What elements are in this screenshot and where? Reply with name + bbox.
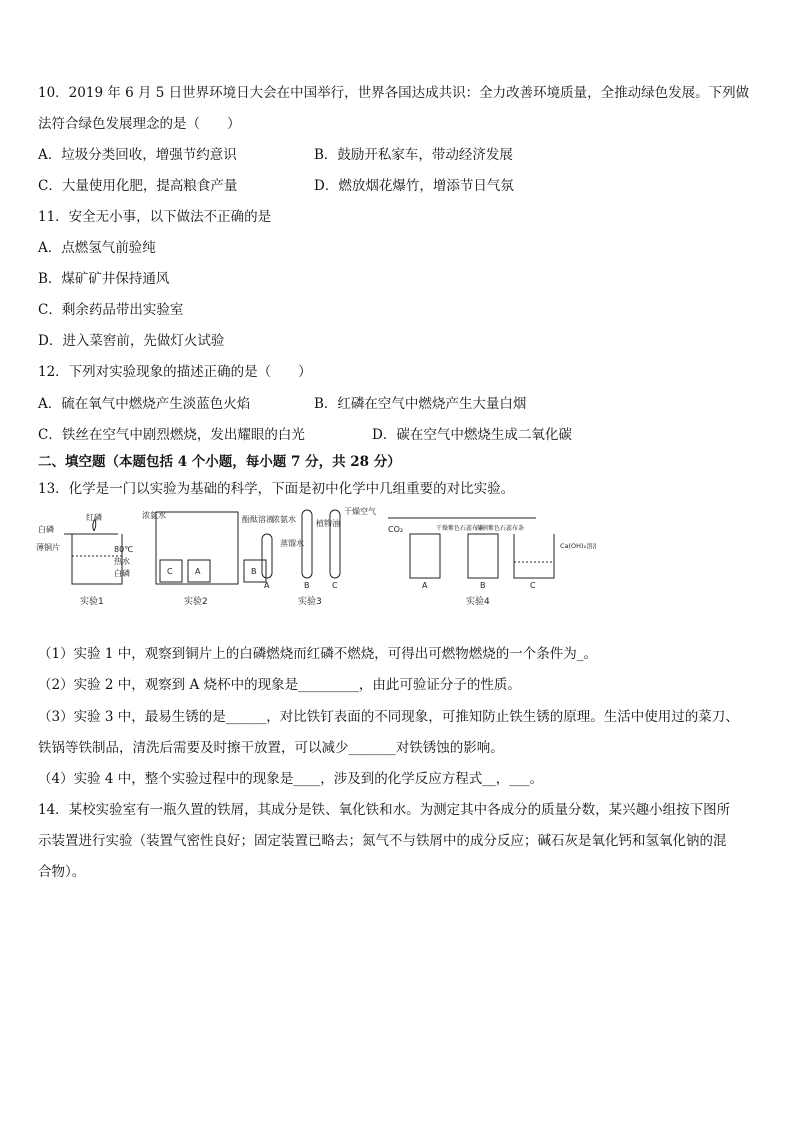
q12-option-b: B．红磷在空气中燃烧产生大量白烟 bbox=[314, 396, 527, 412]
exp3-oil-label: 植物油 bbox=[316, 519, 340, 528]
exp2-phenol-label: 酚酞溶液 bbox=[242, 515, 274, 524]
exp4-beaker-c bbox=[514, 534, 554, 578]
exp1-temp-label: 80℃ bbox=[114, 545, 134, 554]
exp2-label-a: A bbox=[195, 567, 201, 576]
exp4-dry-label: 干燥紫色石蕊布条 bbox=[436, 525, 485, 532]
experiment-figure bbox=[36, 504, 596, 614]
q11-option-d: D．进入菜窖前，先做灯火试验 bbox=[38, 333, 225, 349]
exp4-label-b: B bbox=[480, 581, 486, 590]
exp3-distilled-label: 蒸馏水 bbox=[280, 539, 304, 548]
q10-stem-line2: 法符合绿色发展理念的是（ ） bbox=[38, 116, 241, 132]
exp3-tube-a bbox=[262, 534, 272, 578]
exp1-red-p-label: 红磷 bbox=[86, 513, 102, 522]
exp4-caption: 实验4 bbox=[466, 597, 490, 607]
exp3-label-b: B bbox=[304, 581, 310, 590]
exp2-caption: 实验2 bbox=[184, 597, 208, 607]
q14-line2: 示装置进行实验（装置气密性良好；固定装置已略去；氮气不与铁屑中的成分反应；碱石灰是氧化钙和氢氧化钠的混 bbox=[38, 833, 727, 849]
q10-option-c: C．大量使用化肥，提高粮食产量 bbox=[38, 178, 238, 194]
exp4-co2-label: CO₂ bbox=[388, 525, 404, 534]
exp1-white-p2-label: 白磷 bbox=[114, 569, 130, 578]
q12-stem: 12．下列对实验现象的描述正确的是（ ） bbox=[38, 364, 312, 380]
experiment-4-diagram bbox=[388, 518, 596, 607]
q13-part3-line2: 铁锅等铁制品，清洗后需要及时擦干放置，可以减少_______对铁锈蚀的影响。 bbox=[38, 740, 504, 756]
exp2-label-c: C bbox=[167, 567, 173, 576]
q11-option-a: A．点燃氢气前验纯 bbox=[38, 240, 156, 256]
q11-stem: 11．安全无小事，以下做法不正确的是 bbox=[38, 209, 272, 225]
exp1-caption: 实验1 bbox=[80, 597, 104, 607]
experiment-2-diagram bbox=[142, 510, 296, 607]
q13-part2: （2）实验 2 中，观察到 A 烧杯中的现象是_________，由此可验证分子的性质。 bbox=[38, 677, 521, 693]
q14-line1: 14．某校实验室有一瓶久置的铁屑，其成分是铁、氧化铁和水。为测定其中各成分的质量分数，某兴趣小组按下图所 bbox=[38, 802, 731, 818]
q14-line3: 合物）。 bbox=[38, 864, 86, 880]
exp3-caption: 实验3 bbox=[298, 597, 322, 607]
q13-part4: （4）实验 4 中，整个实验过程中的现象是____，涉及到的化学反应方程式__，___。 bbox=[38, 771, 544, 787]
exp4-bottle-a bbox=[410, 534, 440, 578]
exp3-label-a: A bbox=[264, 581, 270, 590]
exp4-wet-label: 湿润紫色石蕊布条 bbox=[476, 525, 525, 532]
exp1-hot-water-label: 热水 bbox=[114, 557, 130, 566]
q10-option-a: A．垃圾分类回收，增强节约意识 bbox=[38, 147, 237, 163]
exp2-ammonia2-label: 浓氨水 bbox=[272, 515, 296, 524]
exp3-label-c: C bbox=[332, 581, 338, 590]
section-heading: 二、填空题（本题包括 4 个小题，每小题 7 分，共 28 分） bbox=[38, 454, 401, 470]
exp2-ammonia-label: 浓氨水 bbox=[142, 511, 166, 520]
exp3-dry-air-label: 干燥空气 bbox=[344, 507, 376, 516]
q11-option-c: C．剩余药品带出实验室 bbox=[38, 302, 184, 318]
exp1-white-p-label: 白磷 bbox=[38, 525, 54, 534]
exp4-bottle-b bbox=[468, 534, 498, 578]
q13-part1: （1）实验 1 中，观察到铜片上的白磷燃烧而红磷不燃烧，可得出可燃物燃烧的一个条件为_。 bbox=[38, 646, 598, 662]
q10-option-b: B．鼓励开私家车，带动经济发展 bbox=[314, 147, 513, 163]
q12-option-d: D．碳在空气中燃烧生成二氧化碳 bbox=[372, 427, 572, 443]
exp2-label-b: B bbox=[251, 567, 257, 576]
q13-stem: 13．化学是一门以实验为基础的科学，下面是初中化学中几组重要的对比实验。 bbox=[38, 481, 515, 497]
q12-option-a: A．硫在氧气中燃烧产生淡蓝色火焰 bbox=[38, 396, 251, 412]
q13-part3-line1: （3）实验 3 中，最易生锈的是______，对比铁钉表面的不同现象，可推知防止铁生锈的原理。生活中使用过的菜刀、 bbox=[38, 709, 739, 725]
exp4-label-a: A bbox=[422, 581, 428, 590]
experiment-1-diagram bbox=[36, 512, 133, 607]
exp4-label-c: C bbox=[530, 581, 536, 590]
q10-stem-line1: 10．2019 年 6 月 5 日世界环境日大会在中国举行，世界各国达成共识：全力改善环境质量，全推动绿色发展。下列做 bbox=[38, 85, 750, 101]
exp1-copper-label: 薄铜片 bbox=[36, 543, 60, 552]
exp4-limewater-label: Ca(OH)₂溶液 bbox=[560, 542, 596, 550]
q12-option-c: C．铁丝在空气中剧烈燃烧，发出耀眼的白光 bbox=[38, 427, 305, 443]
q10-option-d: D．燃放烟花爆竹，增添节日气氛 bbox=[314, 178, 514, 194]
q11-option-b: B．煤矿矿井保持通风 bbox=[38, 271, 170, 287]
